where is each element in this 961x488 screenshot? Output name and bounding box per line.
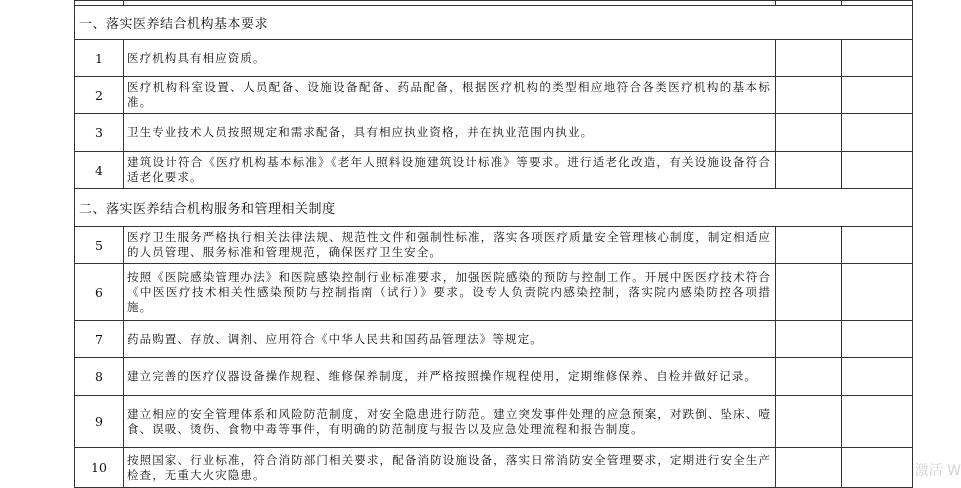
activation-watermark: 激活 W [914,463,961,479]
check-cell [842,40,913,77]
section-heading: 二、落实医养结合机构服务和管理相关制度 [75,189,913,227]
row-number: 6 [75,264,124,321]
section-heading-row [75,189,913,227]
row-number: 5 [75,227,124,264]
check-cell [842,152,913,189]
row-text: 建筑设计符合《医疗机构基本标准》《老年人照料设施建筑设计标准》等要求。进行适老化改造，有关设施设备符合适老化要求。 [124,152,776,189]
table-row [75,448,913,488]
row-number: 8 [75,358,124,396]
table-row [75,321,913,358]
check-cell [842,396,913,448]
check-cell [842,264,913,321]
check-cell [776,321,842,358]
row-number: 7 [75,321,124,358]
check-cell [842,227,913,264]
check-cell [842,448,913,488]
row-number: 1 [75,40,124,77]
row-text: 医疗机构具有相应资质。 [124,40,776,77]
row-text: 按照国家、行业标准，符合消防部门相关要求，配备消防设施设备，落实日常消防安全管理要求，定期进行安全生产检查，无重大火灾隐患。 [124,448,776,488]
check-cell [776,227,842,264]
row-text: 卫生专业技术人员按照规定和需求配备，具有相应执业资格，并在执业范围内执业。 [124,114,776,152]
row-number: 3 [75,114,124,152]
table-row [75,77,913,114]
table-row [75,40,913,77]
check-cell [776,114,842,152]
check-cell [842,321,913,358]
table-row [75,396,913,448]
row-text: 医疗机构科室设置、人员配备、设施设备配备、药品配备，根据医疗机构的类型相应地符合各类医疗机构的基本标准。 [124,77,776,114]
row-number: 2 [75,77,124,114]
row-number: 9 [75,396,124,448]
check-cell [842,77,913,114]
table-row [75,227,913,264]
row-number: 4 [75,152,124,189]
check-cell [776,448,842,488]
check-cell [776,358,842,396]
row-text: 建立完善的医疗仪器设备操作规程、维修保养制度，并严格按照操作规程使用，定期维修保养、自检并做好记录。 [124,358,776,396]
check-cell [842,358,913,396]
table-row [75,264,913,321]
table-row [75,152,913,189]
check-cell [776,40,842,77]
table-row [75,358,913,396]
checklist-table [74,0,913,488]
row-text: 医疗卫生服务严格执行相关法律法规、规范性文件和强制性标准，落实各项医疗质量安全管理核心制度，制定相适应的人员管理、服务标准和管理规范，确保医疗卫生安全。 [124,227,776,264]
section-heading-row [75,6,913,40]
table-row [75,114,913,152]
section-heading: 一、落实医养结合机构基本要求 [75,6,913,40]
check-cell [776,264,842,321]
row-text: 建立相应的安全管理体系和风险防范制度，对安全隐患进行防范。建立突发事件处理的应急预案，对跌倒、坠床、噎食、误吸、烫伤、食物中毒等事件，有明确的防范制度与报告以及应急处理流程和报告制度。 [124,396,776,448]
check-cell [776,77,842,114]
check-cell [842,114,913,152]
check-cell [776,396,842,448]
row-number: 10 [75,448,124,488]
check-cell [776,152,842,189]
row-text: 药品购置、存放、调剂、应用符合《中华人民共和国药品管理法》等规定。 [124,321,776,358]
row-text: 按照《医院感染管理办法》和医院感染控制行业标准要求，加强医院感染的预防与控制工作。开展中医医疗技术符合《中医医疗技术相关性感染预防与控制指南（试行）》要求。设专人负责院内感染控制，落实院内感染防控各项措施。 [124,264,776,321]
